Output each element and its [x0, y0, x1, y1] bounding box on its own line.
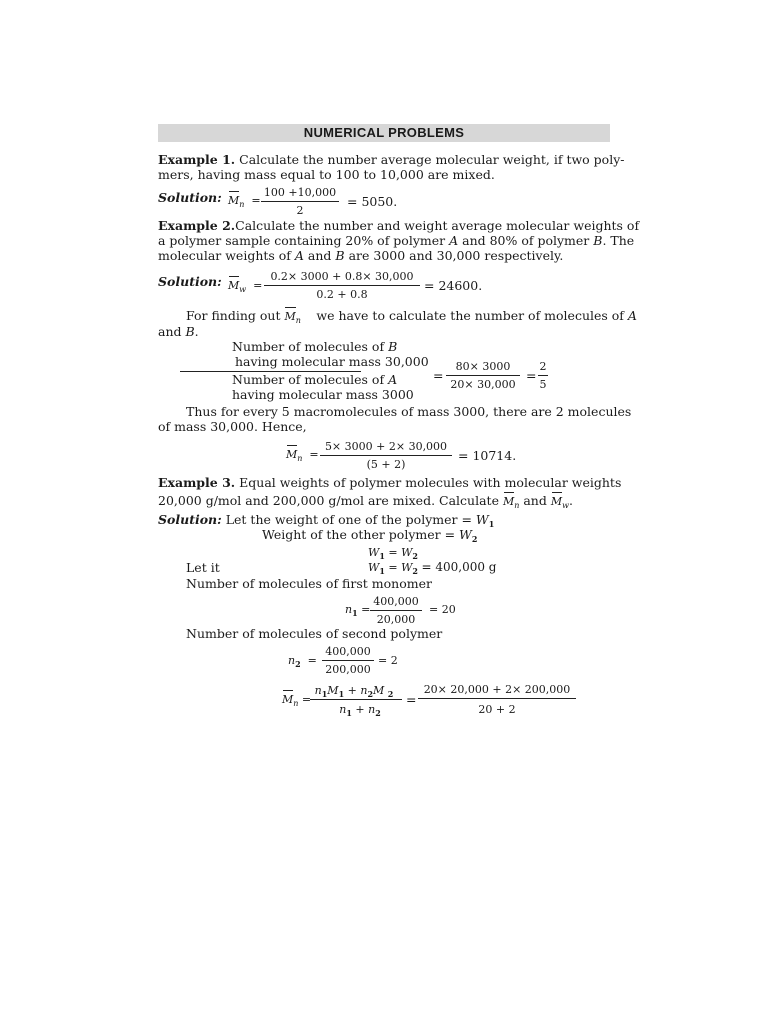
period: . — [194, 324, 199, 339]
var-a: A — [388, 372, 398, 387]
example-2-line-2 — [158, 233, 634, 248]
w-value-line: $W_1 = W_2 = 400,000$ g — [368, 560, 497, 576]
example-2-solution-label: Solution: — [158, 274, 222, 289]
ratio-equals: = — [433, 368, 444, 383]
example-1-label: Example 1. — [158, 152, 236, 167]
ex1-result: = 5050. — [347, 194, 398, 209]
var-b: B — [185, 324, 195, 339]
example-3-line-2 — [158, 493, 573, 512]
final-fraction-bar — [418, 698, 576, 699]
ratio-bottom-text: Number of molecules of — [232, 372, 389, 387]
ratio-equals-2: = — [526, 368, 537, 383]
n1-denominator: 20,000 — [376, 613, 416, 626]
final-denominator: 20 + 2 — [478, 703, 516, 716]
ex2-l2-b: and 80% of polymer — [458, 233, 594, 248]
n1-fraction-bar — [370, 610, 422, 611]
ratio-top-line-2: having molecular mass 30,000 — [235, 354, 429, 369]
mn-symbol-4: $M_n$ — [502, 495, 520, 510]
n1-numerator: 400,000 — [373, 595, 419, 608]
ex1-numerator: 100 +10,000 — [263, 186, 337, 199]
var-b: B — [335, 248, 345, 263]
thus-line-1: Thus for every 5 macromolecules of mass 3000, there are 2 molecules — [186, 404, 632, 419]
ex2-result: = 24600. — [424, 278, 483, 293]
var-a: A — [627, 308, 637, 323]
ex2-l2-c: . The — [602, 233, 635, 248]
n2-symbol: $n_2$ = — [288, 654, 317, 669]
ex2-fraction-bar — [264, 285, 420, 286]
n2-denominator: 200,000 — [325, 663, 371, 676]
find-a: For finding out — [186, 308, 285, 323]
ex2-denominator: 0.2 + 0.8 — [316, 288, 368, 301]
n2-numerator: 400,000 — [325, 645, 371, 658]
mn-numerator: 5× 3000 + 2× 30,000 — [324, 440, 448, 453]
weight-other-line: Weight of the other polymer = $W_2$ — [262, 527, 478, 544]
mw-symbol-2: $M_w$ — [550, 495, 569, 510]
ex2-l3-b: and — [303, 248, 336, 263]
mn-final-symbol: $M_n$ = — [282, 693, 312, 708]
example-1-solution-label: Solution: — [158, 190, 222, 205]
mn-general-denominator: $n_1 + n_2$ — [339, 703, 381, 718]
and-text: and — [158, 324, 186, 339]
first-monomer-label: Number of molecules of first monomer — [186, 576, 432, 591]
mn-result: = 10714. — [458, 448, 517, 463]
ratio-denominator: 20× 30,000 — [450, 378, 516, 391]
mn-denominator: (5 + 2) — [366, 458, 406, 471]
ex2-l2-a: a polymer sample containing 20% of polymer — [158, 233, 450, 248]
mn-symbol-3: $M_n$ = — [286, 448, 319, 463]
example-3-solution-label: Solution: — [158, 512, 222, 527]
var-b: B — [388, 339, 398, 354]
ratio-value-bar — [446, 375, 520, 376]
section-heading: NUMERICAL PROBLEMS — [158, 124, 610, 142]
example-1-line-2: mers, having mass equal to 100 to 10,000 are mixed. — [158, 167, 495, 182]
example-1-text: Calculate the number average molecular weight, if two poly- — [239, 152, 625, 167]
solution-text: Let the weight of one of the polymer = — [221, 512, 476, 527]
n1-symbol: $n_1$ = — [345, 603, 371, 618]
var-b: B — [593, 233, 603, 248]
var-a: A — [449, 233, 459, 248]
mn-general-numerator: $n_1M_1 + n_2M$ $_2$ — [314, 684, 394, 699]
mw-symbol: $M_w$ = — [228, 279, 263, 294]
mn-symbol-2: $M_n$ — [284, 310, 301, 325]
finding-mn-line — [186, 308, 637, 327]
ratio-top-line-1 — [232, 339, 397, 354]
example-3-label: Example 3. — [158, 475, 236, 490]
let-it: Let it — [186, 560, 220, 575]
final-numerator: 20× 20,000 + 2× 200,000 — [423, 683, 571, 696]
ex3-l2-c: . — [568, 493, 573, 508]
thus-line-2: of mass 30,000. Hence, — [158, 419, 307, 434]
ratio-bottom-line-2: having molecular mass 3000 — [232, 387, 414, 402]
and-b-line — [158, 324, 199, 339]
ratio-top-text: Number of molecules of — [232, 339, 389, 354]
ex2-l3-a: molecular weights of — [158, 248, 295, 263]
n1-result: = 20 — [429, 603, 456, 616]
ratio-result-denominator: 5 — [539, 378, 547, 391]
find-b: we have to calculate the number of molecules of — [312, 308, 628, 323]
second-polymer-label: Number of molecules of second polymer — [186, 626, 443, 641]
ex2-l3-c: are 3000 and 30,000 respectively. — [344, 248, 564, 263]
example-2-line-3 — [158, 248, 563, 263]
example-3-text: Equal weights of polymer molecules with molecular weights — [239, 475, 622, 490]
ex3-l2-a: 20,000 g/mol and 200,000 g/mol are mixed. Calculate — [158, 493, 503, 508]
w1-equals-w2: $W_1 = W_2$ — [368, 546, 418, 561]
ex3-l2-b: and — [519, 493, 551, 508]
example-2-line-1 — [158, 218, 639, 233]
weight-other-text: Weight of the other polymer = — [262, 527, 460, 542]
example-1-line-1 — [158, 152, 624, 167]
mn-symbol-1: $M_n$ = — [228, 194, 261, 209]
example-3-line-1 — [158, 475, 621, 490]
n2-result: = 2 — [378, 654, 398, 667]
example-3-solution-line: Solution: Let the weight of one of the polymer = $W_1$ — [158, 512, 495, 529]
mn-final-equals: = — [406, 692, 417, 707]
ex1-denominator: 2 — [296, 204, 304, 217]
mn-general-bar — [310, 699, 402, 700]
var-a: A — [294, 248, 304, 263]
ratio-result-bar — [538, 375, 548, 376]
w-value: = 400,000 g — [421, 560, 497, 574]
ex2-numerator: 0.2× 3000 + 0.8× 30,000 — [270, 270, 414, 283]
n2-fraction-bar — [322, 660, 374, 661]
mn-fraction-bar — [320, 455, 452, 456]
ratio-bottom-line-1 — [232, 372, 397, 387]
example-2-text: Calculate the number and weight average molecular weights of — [235, 218, 640, 233]
ratio-result-numerator: 2 — [539, 360, 547, 373]
example-2-label: Example 2. — [158, 218, 236, 233]
ratio-numerator: 80× 3000 — [455, 360, 511, 373]
ex1-fraction-bar — [261, 201, 339, 202]
